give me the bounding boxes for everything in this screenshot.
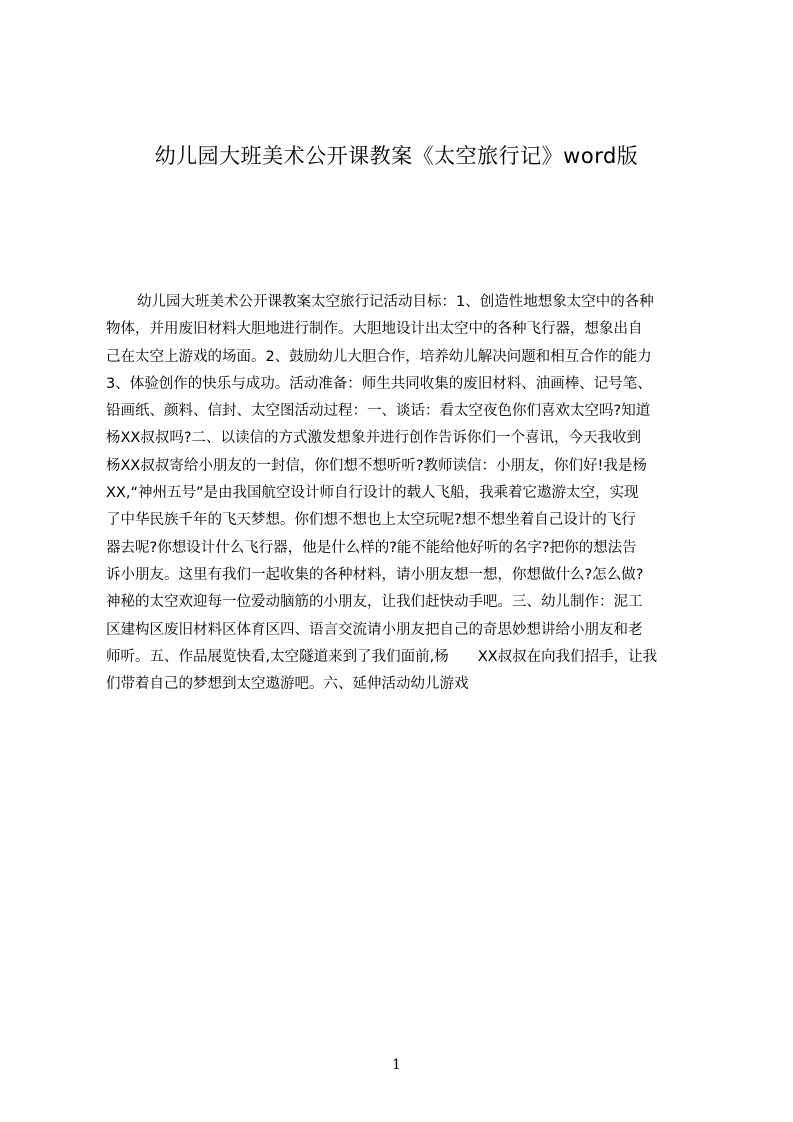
body-line: 区建构区废旧材料区体育区四、语言交流请小朋友把自己的奇思妙想讲给小朋友和老 bbox=[106, 621, 643, 638]
body-line: 幼儿园大班美术公开课教案太空旅行记活动目标：1、创造性地想象太空中的各种 bbox=[137, 294, 654, 310]
body-line: 们带着自己的梦想到太空遨游吧。六、延伸活动幼儿游戏 bbox=[106, 676, 469, 693]
body-line: 神秘的太空欢迎每一位爱动脑筋的小朋友，让我们赶快动手吧。三、幼儿制作：泥工 bbox=[106, 594, 643, 611]
body-line: 了中华民族千年的飞天梦想。你们想不想也上太空玩呢?想不想坐着自己设计的飞行 bbox=[106, 512, 636, 529]
body-line: 3、体验创作的快乐与成功。活动准备：师生共同收集的废旧材料、油画棒、记号笔、 bbox=[106, 375, 652, 392]
body-line: 杨XX叔叔寄给小朋友的一封信，你们想不想听听?教师读信：小朋友，你们好!我是杨 bbox=[106, 457, 647, 474]
body-line: 诉小朋友。这里有我们一起收集的各种材料，请小朋友想一想，你想做什么?怎么做? bbox=[106, 566, 644, 583]
body-line: 师听。五、作品展览快看,太空隧道来到了我们面前,杨 XX叔叔在向我们招手，让我 bbox=[106, 648, 658, 665]
body-line: 杨XX叔叔吗?二、以读信的方式激发想象并进行创作告诉你们一个喜讯，今天我收到 bbox=[106, 430, 642, 447]
document-title: 幼儿园大班美术公开课教案《太空旅行记》word版 bbox=[154, 144, 639, 168]
body-line: 器去呢?你想设计什么飞行器，他是什么样的?能不能给他好听的名字?把你的想法告 bbox=[106, 539, 637, 556]
body-line: XX,“神州五号”是由我国航空设计师自行设计的载人飞船，我乘着它遨游太空，实现 bbox=[106, 485, 639, 502]
body-line: 铅画纸、颜料、信封、太空图活动过程：一、谈话：看太空夜色你们喜欢太空吗?知道 bbox=[106, 403, 651, 420]
document-body bbox=[106, 289, 710, 698]
body-line: 己在太空上游戏的场面。2、鼓励幼儿大胆合作，培养幼儿解决问题和相互合作的能力 bbox=[106, 348, 652, 365]
page-number: 1 bbox=[392, 1057, 401, 1073]
body-line: 物体，并用废旧材料大胆地进行制作。大胆地设计出太空中的各种飞行器，想象出自 bbox=[106, 321, 643, 338]
